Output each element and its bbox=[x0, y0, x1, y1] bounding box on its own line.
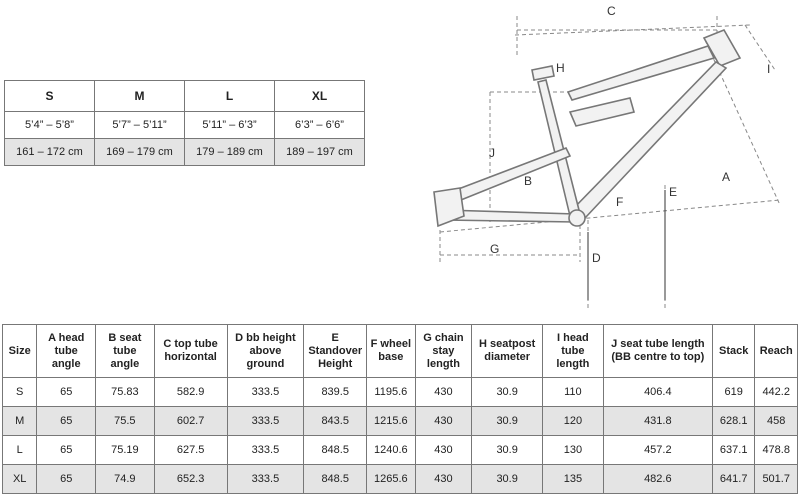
table-cell: 458 bbox=[755, 407, 798, 436]
table-cell: 641.7 bbox=[712, 465, 754, 494]
table-cell: 135 bbox=[543, 465, 604, 494]
label-d: D bbox=[592, 251, 601, 265]
table-cell: 1265.6 bbox=[367, 465, 416, 494]
label-b: B bbox=[524, 174, 533, 188]
table-cell: 74.9 bbox=[96, 465, 155, 494]
table-row bbox=[3, 436, 798, 465]
label-i: I bbox=[767, 62, 771, 76]
table-cell: 406.4 bbox=[603, 378, 712, 407]
table-cell: 478.8 bbox=[755, 436, 798, 465]
table-cell: 1240.6 bbox=[367, 436, 416, 465]
table-cell: 30.9 bbox=[472, 436, 543, 465]
table-cell: 582.9 bbox=[154, 378, 227, 407]
geometry-header-cell: A head tube angle bbox=[37, 325, 96, 378]
height-cm-cell: 169 – 179 cm bbox=[95, 139, 185, 166]
size-header-cell: L bbox=[185, 81, 275, 112]
label-g: G bbox=[490, 242, 500, 256]
height-cm-cell: 189 – 197 cm bbox=[275, 139, 365, 166]
table-cell: 130 bbox=[543, 436, 604, 465]
table-cell: 602.7 bbox=[154, 407, 227, 436]
label-j: J bbox=[489, 146, 495, 160]
table-cell: 442.2 bbox=[755, 378, 798, 407]
table-cell: 843.5 bbox=[304, 407, 367, 436]
height-inches-cell: 5’4” – 5’8” bbox=[5, 112, 95, 139]
size-header-cell: S bbox=[5, 81, 95, 112]
table-cell: 65 bbox=[37, 407, 96, 436]
table-cell: 65 bbox=[37, 465, 96, 494]
table-cell: 30.9 bbox=[472, 378, 543, 407]
geometry-table bbox=[2, 324, 798, 494]
table-cell: XL bbox=[3, 465, 37, 494]
height-cm-row bbox=[5, 139, 365, 166]
geometry-header-cell: F wheel base bbox=[367, 325, 416, 378]
height-inches-cell: 5’11” – 6’3” bbox=[185, 112, 275, 139]
table-cell: 110 bbox=[543, 378, 604, 407]
table-cell: 30.9 bbox=[472, 407, 543, 436]
height-inches-row bbox=[5, 112, 365, 139]
geometry-header-cell: J seat tube length (BB centre to top) bbox=[603, 325, 712, 378]
table-cell: 333.5 bbox=[227, 407, 304, 436]
geometry-header-cell: D bb height above ground bbox=[227, 325, 304, 378]
table-cell: 652.3 bbox=[154, 465, 227, 494]
geometry-header-cell: Size bbox=[3, 325, 37, 378]
height-cm-cell: 161 – 172 cm bbox=[5, 139, 95, 166]
table-cell: 75.19 bbox=[96, 436, 155, 465]
geometry-header-cell: B seat tube angle bbox=[96, 325, 155, 378]
table-cell: 430 bbox=[415, 407, 472, 436]
geometry-header-cell: Stack bbox=[712, 325, 754, 378]
table-cell: S bbox=[3, 378, 37, 407]
geometry-header-cell: C top tube horizontal bbox=[154, 325, 227, 378]
dimension-arrows bbox=[588, 190, 665, 300]
table-cell: 1215.6 bbox=[367, 407, 416, 436]
table-cell: 333.5 bbox=[227, 465, 304, 494]
geometry-header-cell: I head tube length bbox=[543, 325, 604, 378]
label-f: F bbox=[616, 195, 624, 209]
table-cell: 619 bbox=[712, 378, 754, 407]
table-cell: 65 bbox=[37, 436, 96, 465]
geometry-table-body bbox=[3, 378, 798, 494]
label-e: E bbox=[669, 185, 678, 199]
size-header-row bbox=[5, 81, 365, 112]
table-cell: 457.2 bbox=[603, 436, 712, 465]
size-header-cell: M bbox=[95, 81, 185, 112]
table-row bbox=[3, 407, 798, 436]
height-inches-cell: 6’3” – 6’6” bbox=[275, 112, 365, 139]
table-cell: 430 bbox=[415, 378, 472, 407]
table-row bbox=[3, 465, 798, 494]
rider-size-table bbox=[4, 80, 365, 166]
table-cell: 65 bbox=[37, 378, 96, 407]
table-cell: 501.7 bbox=[755, 465, 798, 494]
label-h: H bbox=[556, 61, 565, 75]
table-cell: 120 bbox=[543, 407, 604, 436]
table-cell: M bbox=[3, 407, 37, 436]
table-cell: 482.6 bbox=[603, 465, 712, 494]
table-row bbox=[3, 378, 798, 407]
table-cell: 848.5 bbox=[304, 465, 367, 494]
table-cell: 333.5 bbox=[227, 378, 304, 407]
table-cell: 430 bbox=[415, 436, 472, 465]
geometry-header-cell: E Standover Height bbox=[304, 325, 367, 378]
geometry-header-cell: Reach bbox=[755, 325, 798, 378]
geometry-header-cell: H seatpost diameter bbox=[472, 325, 543, 378]
table-cell: 839.5 bbox=[304, 378, 367, 407]
label-c: C bbox=[607, 4, 616, 18]
geometry-header-row bbox=[3, 325, 798, 378]
table-cell: 30.9 bbox=[472, 465, 543, 494]
table-cell: 627.5 bbox=[154, 436, 227, 465]
size-header-cell: XL bbox=[275, 81, 365, 112]
geometry-header-cell: G chain stay length bbox=[415, 325, 472, 378]
table-cell: 628.1 bbox=[712, 407, 754, 436]
table-cell: 430 bbox=[415, 465, 472, 494]
table-cell: L bbox=[3, 436, 37, 465]
table-cell: 75.5 bbox=[96, 407, 155, 436]
table-cell: 1195.6 bbox=[367, 378, 416, 407]
height-inches-cell: 5’7” – 5’11” bbox=[95, 112, 185, 139]
frame-geometry-diagram bbox=[420, 0, 800, 320]
bike-frame bbox=[434, 30, 740, 226]
table-cell: 431.8 bbox=[603, 407, 712, 436]
height-cm-cell: 179 – 189 cm bbox=[185, 139, 275, 166]
table-cell: 848.5 bbox=[304, 436, 367, 465]
table-cell: 333.5 bbox=[227, 436, 304, 465]
table-cell: 637.1 bbox=[712, 436, 754, 465]
table-cell: 75.83 bbox=[96, 378, 155, 407]
label-a: A bbox=[722, 170, 731, 184]
